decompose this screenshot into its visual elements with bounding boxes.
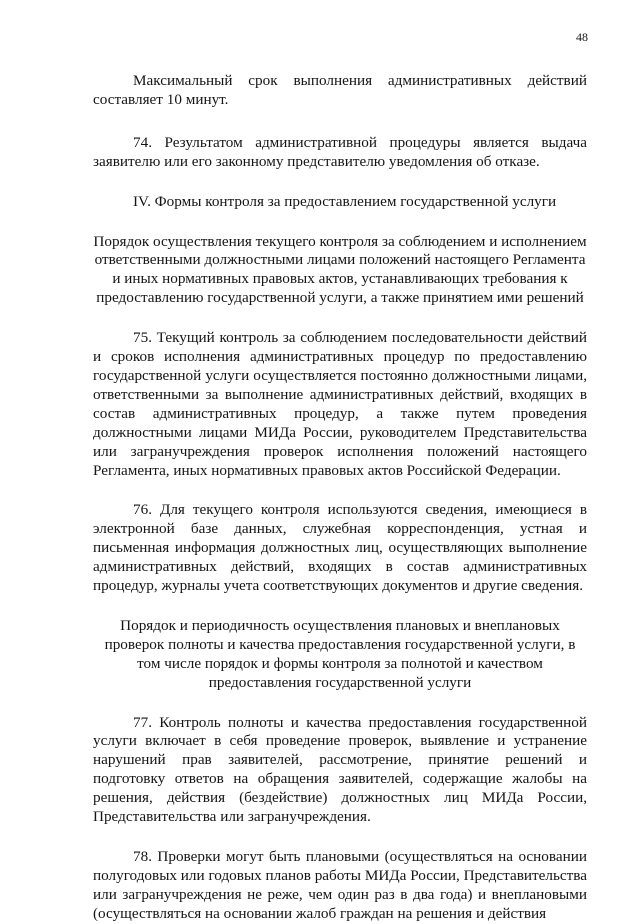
page-number: 48 xyxy=(576,30,588,44)
subsection-heading-inspections: Порядок и периодичность осуществления плановых и внеплановых проверок полноты и качества предоставления государственной услуги, в том числе порядок и формы контроля за полнотой и качеством предоставления государственной услуги xyxy=(104,616,576,691)
paragraph-76: 76. Для текущего контроля используются сведения, имеющиеся в электронной базе данных, служебная корреспонденция, устная и письменная информация должностных лиц, осуществляющих выполнение административных действий, входящих в состав административных процедур, журналы учета соответствующих документов и другие сведения. xyxy=(93,501,587,595)
paragraph-intro: Максимальный срок выполнения административных действий составляет 10 минут. xyxy=(93,72,587,108)
subsection-heading-current-control: Порядок осуществления текущего контроля за соблюдением и исполнением ответственными должностными лицами положений настоящего Регламента и иных нормативных правовых актов, устанавливающих требования к предоставлению государственной услуги, а также принятием ими решений xyxy=(93,232,587,307)
paragraph-78: 78. Проверки могут быть плановыми (осуществляться на основании полугодовых или годовых планов работы МИДа России, Представительства или загранучреждения не реже, чем один раз в два года) и внеплановыми (осуществляться на основании жалоб граждан на решения и действия xyxy=(93,848,587,922)
paragraph-75: 75. Текущий контроль за соблюдением последовательности действий и сроков исполнения административных процедур по предоставлению государственной услуги осуществляется постоянно должностными лицами, ответственными за выполнение административных действий, входящих в состав административных процедур, а также путем проведения должностными лицами МИДа России, руководителем Представительства или загранучреждения проверок исполнения положений настоящего Регламента, иных нормативных правовых актов Российской Федерации. xyxy=(93,329,587,479)
document-body xyxy=(93,72,587,924)
section-title: IV. Формы контроля за предоставлением государственной услуги xyxy=(133,192,557,210)
paragraph-77: 77. Контроль полноты и качества предоставления государственной услуги включает в себя проведение проверок, выявление и устранение нарушений прав заявителей, рассмотрение, принятие решений и подготовку ответов на обращения заявителей, содержащие жалобы на решения, действия (бездействие) должностных лиц МИДа России, Представительства или загранучреждения. xyxy=(93,713,587,826)
paragraph-74: 74. Результатом административной процедуры является выдача заявителю или его законному представителю уведомления об отказе. xyxy=(93,133,587,170)
